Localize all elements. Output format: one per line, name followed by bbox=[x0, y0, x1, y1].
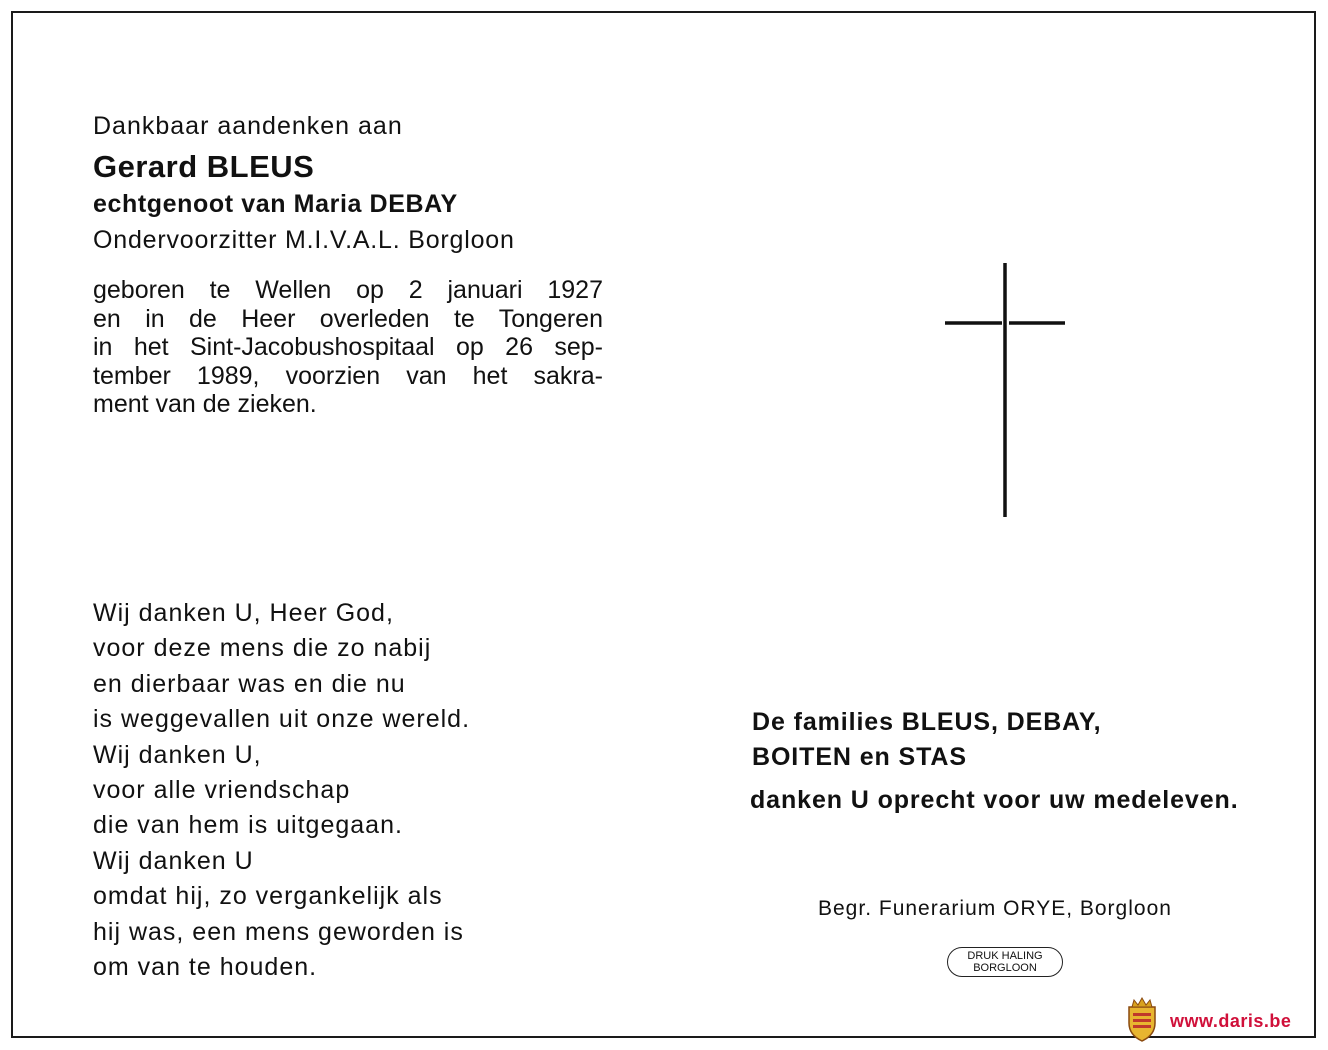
latin-cross-icon bbox=[943, 263, 1067, 519]
thanks-message: danken U oprecht voor uw medeleven. bbox=[750, 786, 1239, 814]
prayer-line: voor alle vriendschap bbox=[93, 776, 351, 805]
thanks-families-line: BOITEN en STAS bbox=[752, 743, 967, 771]
deceased-name: Gerard BLEUS bbox=[93, 149, 315, 184]
memorial-card bbox=[11, 11, 1316, 1038]
coat-of-arms-icon bbox=[1125, 997, 1159, 1043]
thanks-families-line: De families BLEUS, DEBAY, bbox=[752, 708, 1102, 736]
biography-line: tember 1989, voorzien van het sakra- bbox=[93, 361, 603, 390]
prayer-text bbox=[93, 596, 470, 985]
spouse-text: echtgenoot van Maria DEBAY bbox=[93, 190, 458, 218]
printer-mark bbox=[947, 947, 1063, 977]
prayer-line: omdat hij, zo vergankelijk als bbox=[93, 882, 443, 911]
role-text: Ondervoorzitter M.I.V.A.L. Borgloon bbox=[93, 226, 515, 254]
prayer-line: om van te houden. bbox=[93, 953, 318, 982]
watermark-url[interactable]: www.daris.be bbox=[1170, 1011, 1292, 1031]
printer-name: DRUK HALING bbox=[967, 950, 1043, 962]
prayer-line: voor deze mens die zo nabij bbox=[93, 634, 432, 663]
biography-paragraph bbox=[93, 276, 603, 419]
intro-text: Dankbaar aandenken aan bbox=[93, 112, 403, 140]
prayer-line: Wij danken U bbox=[93, 846, 254, 875]
prayer-line: is weggevallen uit onze wereld. bbox=[93, 705, 471, 734]
biography-line: in het Sint-Jacobushospitaal op 26 sep- bbox=[93, 333, 603, 361]
funeral-home-text: Begr. Funerarium ORYE, Borgloon bbox=[818, 897, 1172, 920]
prayer-line: en dierbaar was en die nu bbox=[93, 669, 406, 698]
prayer-line: Wij danken U, bbox=[93, 740, 262, 769]
prayer-line: die van hem is uitgegaan. bbox=[93, 811, 403, 840]
biography-line: ment van de zieken. bbox=[93, 390, 317, 418]
prayer-line: Wij danken U, Heer God, bbox=[93, 599, 394, 627]
biography-line: geboren te Wellen op 2 januari 1927 bbox=[93, 276, 603, 304]
printer-location: BORGLOON bbox=[973, 962, 1037, 974]
biography-line: en in de Heer overleden te Tongeren bbox=[93, 304, 603, 333]
prayer-line: hij was, een mens geworden is bbox=[93, 917, 464, 946]
